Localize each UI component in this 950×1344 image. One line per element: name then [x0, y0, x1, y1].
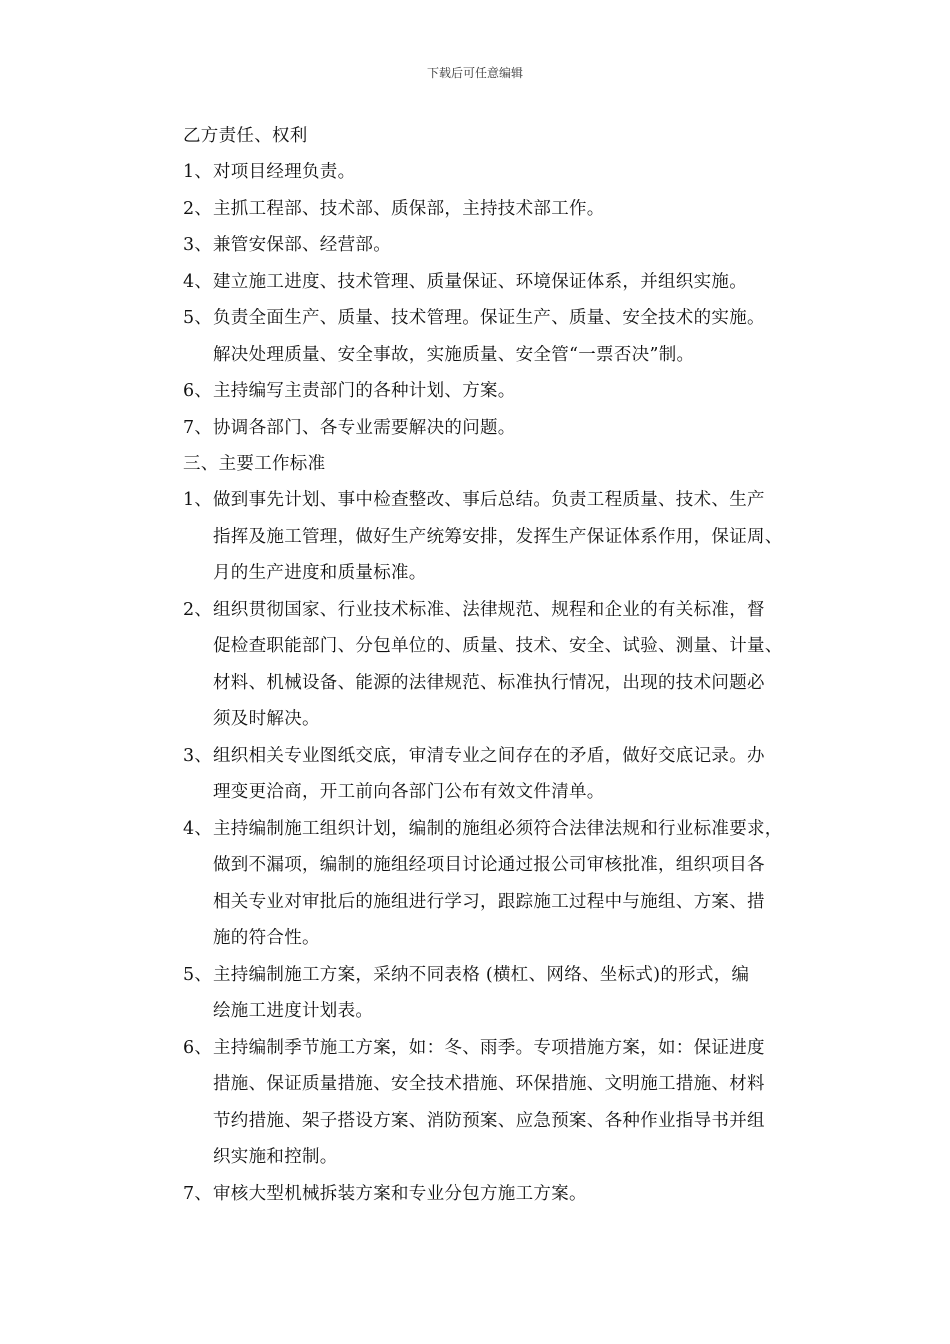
item-text: 理变更洽商，开工前向各部门公布有效文件清单。 — [213, 782, 605, 802]
item-text: 做到不漏项，编制的施组经项目讨论通过报公司审核批准，组织项目各 — [213, 855, 765, 875]
item-number: 1、 — [183, 162, 213, 182]
section-heading-responsibilities — [183, 118, 823, 154]
item-text: 建立施工进度、技术管理、质量保证、环境保证体系，并组织实施。 — [213, 271, 747, 292]
item-text: 主持编写主责部门的各种计划、方案。 — [213, 381, 516, 401]
item-text: 节约措施、架子搭设方案、消防预案、应急预案、各种作业指导书并组 — [213, 1110, 765, 1131]
list-item — [183, 1030, 823, 1176]
item-number: 4、 — [183, 818, 213, 839]
item-text: 材料、机械设备、能源的法律规范、标准执行情况，出现的技术问题必 — [213, 672, 765, 693]
section-heading-work-standards — [183, 446, 823, 482]
item-text: 组织相关专业图纸交底，审清专业之间存在的矛盾，做好交底记录。办 — [213, 745, 765, 766]
item-text: 指挥及施工管理，做好生产统筹安排，发挥生产保证体系作用，保证周、 — [213, 526, 783, 547]
document-body — [183, 118, 823, 1212]
list-item — [183, 592, 823, 738]
item-text: 措施、保证质量措施、安全技术措施、环保措施、文明施工措施、材料 — [213, 1074, 765, 1094]
item-text: 解决处理质量、安全事故，实施质量、安全管“一票否决”制。 — [213, 344, 695, 365]
item-text: 施的符合性。 — [213, 928, 320, 948]
item-number: 2、 — [183, 198, 213, 219]
item-number: 3、 — [183, 745, 213, 766]
page-header: 下载后可任意编辑 — [426, 66, 523, 80]
item-text: 主持编制施工组织计划，编制的施组必须符合法律法规和行业标准要求， — [213, 818, 783, 839]
item-text: 对项目经理负责。 — [213, 162, 356, 182]
item-text: 月的生产进度和质量标准。 — [213, 563, 427, 583]
item-text: 主持编制季节施工方案，如：冬、雨季。专项措施方案，如：保证进度 — [213, 1037, 765, 1058]
item-text: 负责全面生产、质量、技术管理。保证生产、质量、安全技术的实施。 — [213, 308, 765, 328]
list-item — [183, 264, 823, 301]
item-number: 1、 — [183, 490, 213, 510]
item-text: 须及时解决。 — [213, 709, 320, 729]
section-title: 三、主要工作标准 — [183, 454, 326, 474]
item-number: 5、 — [183, 308, 213, 328]
item-number: 6、 — [183, 1037, 213, 1058]
item-text: 主抓工程部、技术部、质保部，主持技术部工作。 — [213, 198, 605, 219]
list-item — [183, 410, 823, 447]
item-text: 织实施和控制。 — [213, 1147, 338, 1167]
item-text: 相关专业对审批后的施组进行学习，跟踪施工过程中与施组、方案、措 — [213, 891, 765, 912]
list-item — [183, 811, 823, 957]
item-text: 绘施工进度计划表。 — [213, 1001, 374, 1021]
list-item — [183, 300, 823, 373]
list-item — [183, 191, 823, 228]
item-text: 兼管安保部、经营部。 — [213, 235, 391, 255]
section-title: 乙方责任、权利 — [183, 126, 308, 146]
item-text: 主持编制施工方案，采纳不同表格 (横杠、网络、坐标式)的形式，编 — [213, 964, 750, 985]
list-item — [183, 227, 823, 264]
item-text: 协调各部门、各专业需要解决的问题。 — [213, 417, 516, 438]
item-number: 4、 — [183, 271, 213, 292]
list-item — [183, 154, 823, 191]
item-number: 6、 — [183, 381, 213, 401]
item-number: 5、 — [183, 964, 213, 985]
list-item — [183, 1176, 823, 1213]
item-number: 2、 — [183, 599, 213, 620]
list-item — [183, 738, 823, 811]
item-number: 7、 — [183, 417, 213, 438]
item-text: 组织贯彻国家、行业技术标准、法律规范、规程和企业的有关标准，督 — [213, 599, 765, 620]
item-text: 做到事先计划、事中检查整改、事后总结。负责工程质量、技术、生产 — [213, 490, 765, 510]
list-item — [183, 482, 823, 592]
item-text: 促检查职能部门、分包单位的、质量、技术、安全、试验、测量、计量、 — [213, 636, 783, 656]
item-number: 7、 — [183, 1183, 213, 1204]
list-item — [183, 957, 823, 1030]
item-number: 3、 — [183, 235, 213, 255]
list-item — [183, 373, 823, 410]
item-text: 审核大型机械拆装方案和专业分包方施工方案。 — [213, 1183, 587, 1204]
